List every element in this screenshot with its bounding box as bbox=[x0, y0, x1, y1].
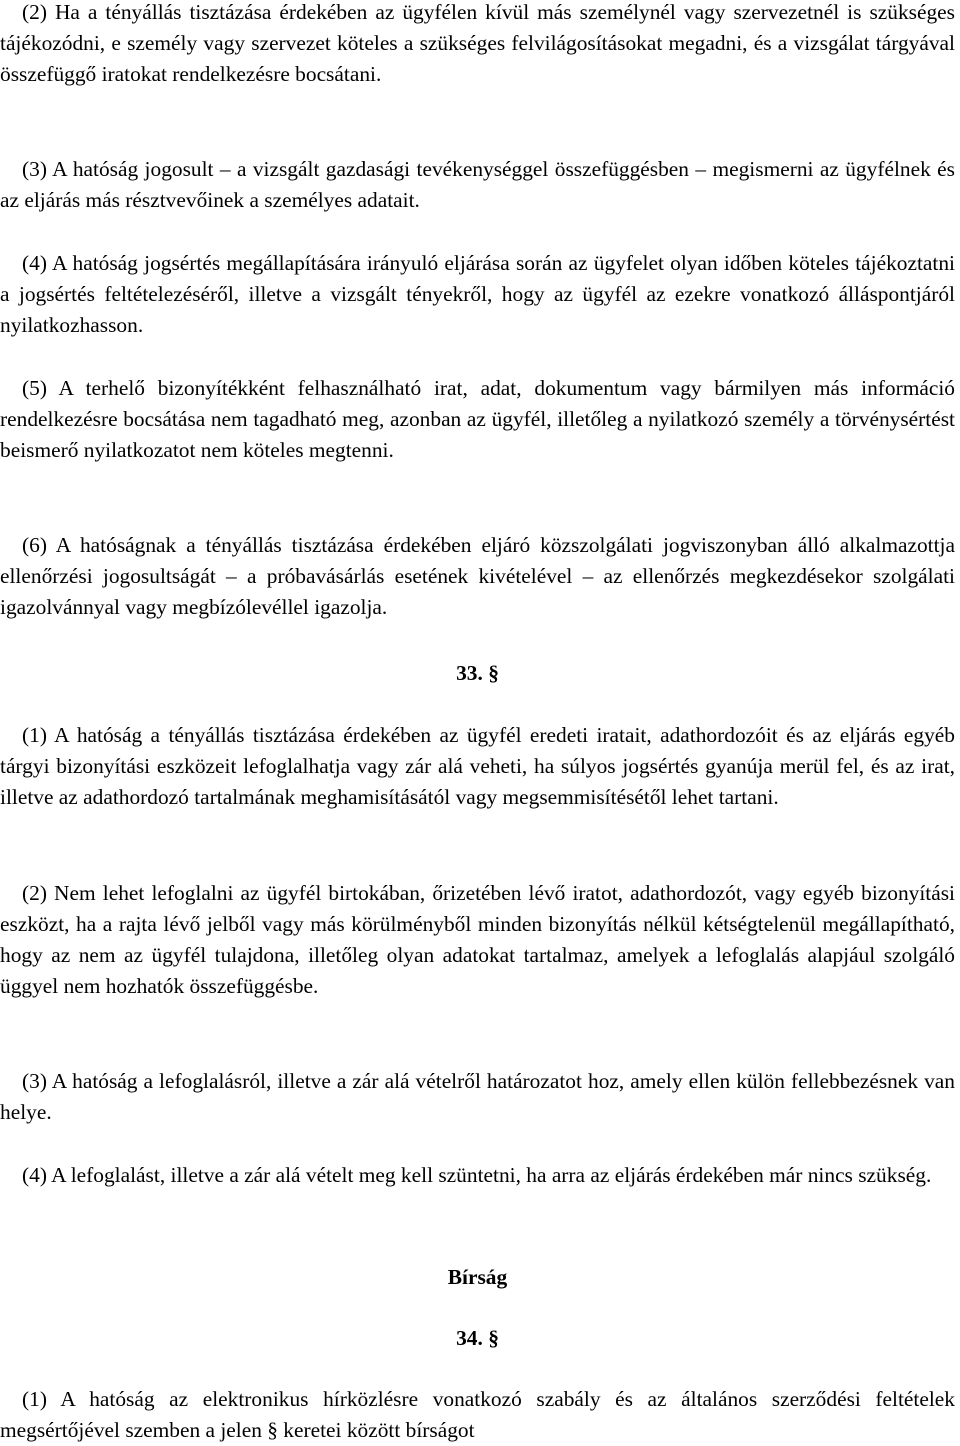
paragraph-6: (6) A hatóságnak a tényállás tisztázása érdekében eljáró közszolgálati jogviszonyban álló alkalmazottja ellenőrzési jogosultságát – a próbavásárlás esetének kivételével – az ellenőrzés megkezdésekor szolgálati igazolvánnyal vagy megbízólevéllel igazolja. bbox=[0, 533, 955, 619]
section-heading-33: 33. § bbox=[456, 661, 499, 685]
section-34-paragraph-1: (1) A hatóság az elektronikus hírközlésre vonatkozó szabály és az általános szerződési feltételek megsértőjével szemben a jelen § keretei között bírságot bbox=[0, 1387, 955, 1442]
section-33-paragraph-4: (4) A lefoglalást, illetve a zár alá vételt meg kell szüntetni, ha arra az eljárás érdekében már nincs szükség. bbox=[22, 1163, 932, 1187]
paragraph-4: (4) A hatóság jogsértés megállapítására irányuló eljárása során az ügyfelet olyan időben köteles tájékoztatni a jogsértés feltételezéséről, illetve a vizsgált tényekről, hogy az ügyfél az ezekre vonatkozó álláspontjáról nyilatkozhasson. bbox=[0, 251, 955, 337]
section-33-paragraph-1: (1) A hatóság a tényállás tisztázása érdekében az ügyfél eredeti iratait, adathordozóit és az eljárás egyéb tárgyi bizonyítási eszközeit lefoglalhatja vagy zár alá veheti, ha súlyos jogsértés gyanúja merül fel, és az irat, illetve az adathordozó tartalmának meghamisításától vagy megsemmisítésétől lehet tartani. bbox=[0, 723, 955, 809]
section-33-paragraph-2: (2) Nem lehet lefoglalni az ügyfél birtokában, őrizetében lévő iratot, adathordozót, vagy egyéb bizonyítási eszközt, ha a rajta lévő jelből vagy más körülményből minden bizonyítás nélkül kétségtelenül megállapítható, hogy az nem az ügyfél tulajdona, illetőleg olyan adatokat tartalmaz, amelyek a lefoglalás alapjául szolgáló üggyel nem hozhatók összefüggésbe. bbox=[0, 881, 955, 998]
paragraph-3: (3) A hatóság jogosult – a vizsgált gazdasági tevékenységgel összefüggésben – megismerni az ügyfélnek és az eljárás más résztvevőinek a személyes adatait. bbox=[0, 157, 955, 212]
chapter-heading-birsag: Bírság bbox=[447, 1265, 508, 1289]
paragraph-2: (2) Ha a tényállás tisztázása érdekében az ügyfélen kívül más személynél vagy szervezetnél is szükséges tájékozódni, e személy vagy szervezet köteles a szükséges felvilágosításokat megadni, és a vizsgálat tárgyával összefüggő iratokat rendelkezésre bocsátani. bbox=[0, 0, 955, 86]
section-33-paragraph-3: (3) A hatóság a lefoglalásról, illetve a zár alá vételről határozatot hoz, amely ellen külön fellebbezésnek van helye. bbox=[0, 1069, 955, 1124]
paragraph-5: (5) A terhelő bizonyítékként felhasználható irat, adat, dokumentum vagy bármilyen más információ rendelkezésre bocsátása nem tagadható meg, azonban az ügyfél, illetőleg a nyilatkozó személy a törvénysértést beismerő nyilatkozatot nem köteles megtenni. bbox=[0, 376, 955, 462]
section-heading-34: 34. § bbox=[456, 1326, 499, 1350]
